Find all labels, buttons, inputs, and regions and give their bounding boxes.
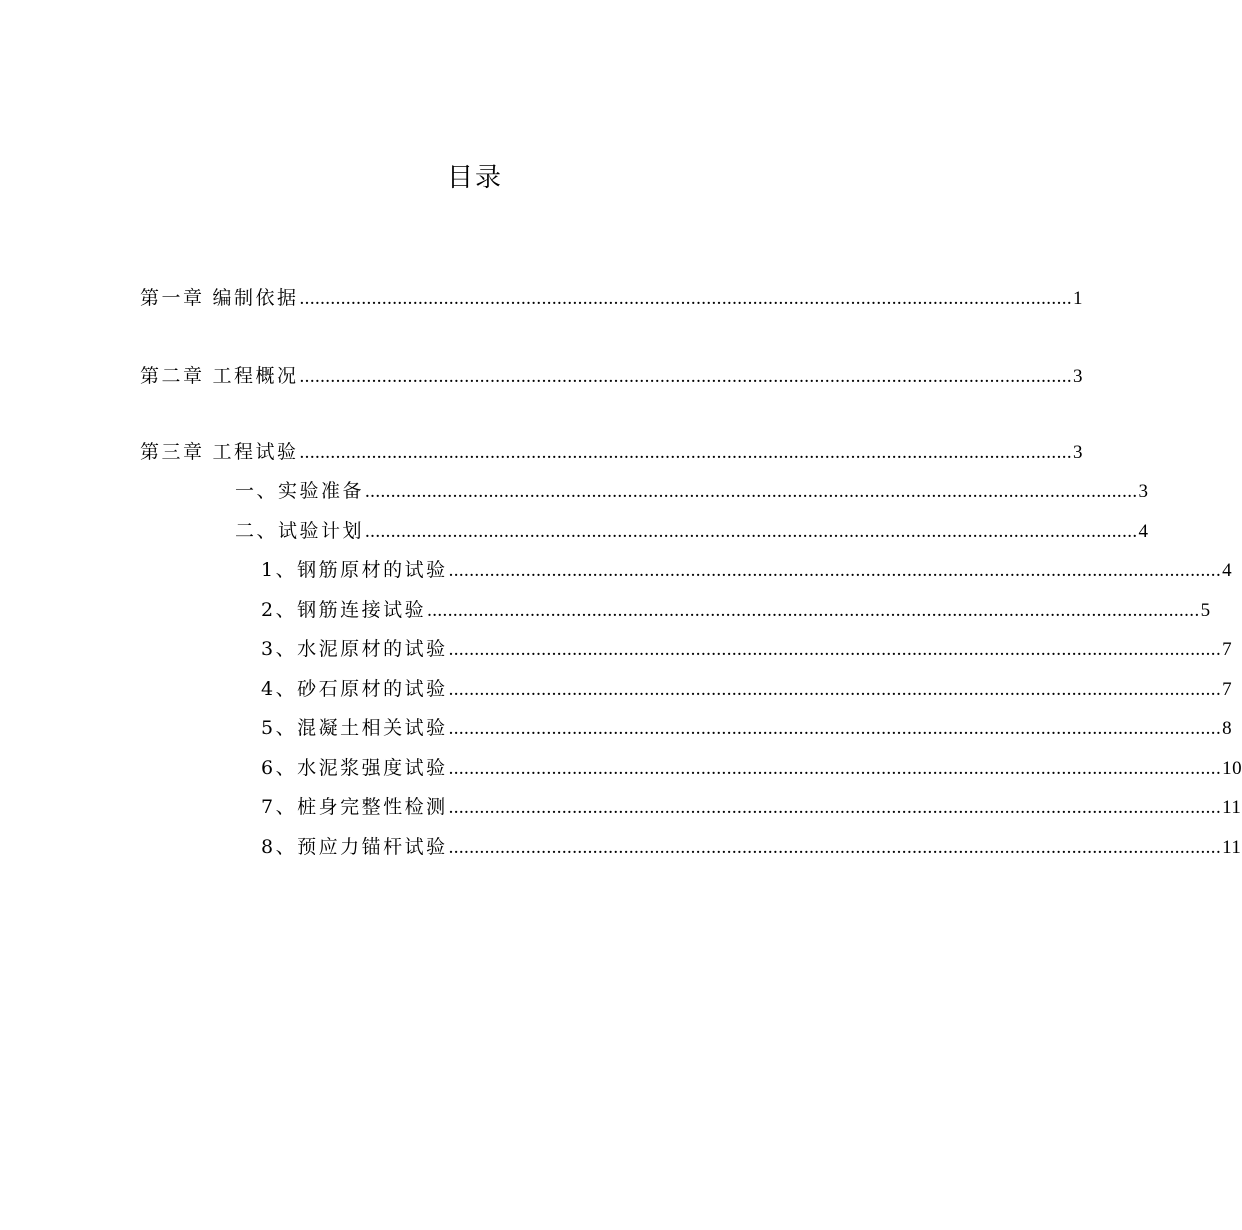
- toc-entry-label: [235, 478, 364, 504]
- toc-entry-text: 砂石原材的试验: [297, 678, 448, 700]
- toc-entry-label: [261, 597, 426, 623]
- toc-entry-text: 预应力锚杆试验: [297, 836, 448, 858]
- toc-dot-leader: ......................................................................................................................................................: [448, 560, 1222, 581]
- toc-page-number: 5: [1200, 600, 1211, 621]
- toc-entry-label: [235, 518, 364, 544]
- toc-entry-text: 工程试验: [212, 441, 299, 463]
- toc-entry-text: 实验准备: [278, 480, 365, 502]
- toc-entry-subsection-4[interactable]: [261, 676, 1233, 703]
- toc-entry-text: 水泥浆强度试验: [297, 757, 448, 779]
- toc-entry-prefix: 二、: [235, 520, 279, 542]
- toc-entry-prefix: 8、: [261, 836, 298, 858]
- toc-entry-subsection-1[interactable]: [261, 557, 1233, 584]
- toc-page-number: 3: [1073, 366, 1084, 387]
- toc-page-number: 4: [1222, 560, 1233, 581]
- toc-dot-leader: ......................................................................................................................................................: [448, 679, 1222, 700]
- toc-entry-subsection-6[interactable]: [261, 755, 1242, 782]
- toc-dot-leader: ......................................................................................................................................................: [448, 837, 1222, 858]
- toc-entry-prefix: 第一章: [140, 287, 205, 309]
- toc-entry-prefix: 6、: [261, 757, 298, 779]
- toc-entry-label: [261, 755, 448, 781]
- toc-entry-label: [140, 439, 299, 465]
- toc-entry-section-1[interactable]: [235, 478, 1149, 505]
- toc-dot-leader: ......................................................................................................................................................: [448, 639, 1222, 660]
- toc-dot-leader: ......................................................................................................................................................: [448, 797, 1222, 818]
- toc-entry-chapter-2[interactable]: [140, 363, 1084, 390]
- toc-entry-text: 编制依据: [212, 287, 299, 309]
- toc-entry-chapter-1[interactable]: [140, 285, 1084, 312]
- toc-page-number: 11: [1222, 797, 1242, 818]
- toc-entry-label: [261, 676, 448, 702]
- toc-entry-label: [261, 636, 448, 662]
- toc-entry-section-2[interactable]: [235, 518, 1149, 545]
- toc-entry-text: 工程概况: [212, 365, 299, 387]
- toc-entry-label: [140, 285, 299, 311]
- toc-entry-prefix: 一、: [235, 480, 279, 502]
- toc-entry-prefix: 第二章: [140, 365, 205, 387]
- toc-entry-label: [140, 363, 299, 389]
- toc-dot-leader: ......................................................................................................................................................: [448, 718, 1222, 739]
- toc-entry-text: 桩身完整性检测: [297, 796, 448, 818]
- toc-entry-label: [261, 794, 448, 820]
- toc-dot-leader: ......................................................................................................................................................: [299, 288, 1073, 309]
- toc-entry-subsection-7[interactable]: [261, 794, 1242, 821]
- toc-entry-prefix: 第三章: [140, 441, 205, 463]
- toc-entry-text: 试验计划: [278, 520, 365, 542]
- toc-entry-prefix: 4、: [261, 678, 298, 700]
- toc-entry-text: 混凝土相关试验: [297, 717, 448, 739]
- toc-page-number: 7: [1222, 679, 1233, 700]
- toc-entry-prefix: 2、: [261, 599, 298, 621]
- toc-dot-leader: ......................................................................................................................................................: [299, 442, 1073, 463]
- toc-page-number: 3: [1073, 442, 1084, 463]
- toc-entry-subsection-3[interactable]: [261, 636, 1233, 663]
- toc-dot-leader: ......................................................................................................................................................: [427, 600, 1200, 621]
- toc-entry-prefix: 5、: [261, 717, 298, 739]
- toc-page-number: 1: [1073, 288, 1084, 309]
- toc-entry-subsection-8[interactable]: [261, 834, 1242, 861]
- toc-page-number: 11: [1222, 837, 1242, 858]
- toc-title: 目录: [446, 163, 503, 193]
- toc-entry-prefix: 7、: [261, 796, 298, 818]
- toc-page-number: 7: [1222, 639, 1233, 660]
- toc-entry-label: [261, 715, 448, 741]
- toc-entry-label: [261, 557, 448, 583]
- toc-entry-label: [261, 834, 448, 860]
- toc-entry-subsection-2[interactable]: [261, 597, 1211, 624]
- toc-dot-leader: ......................................................................................................................................................: [365, 521, 1138, 542]
- toc-entry-chapter-3[interactable]: [140, 439, 1084, 466]
- toc-page-number: 10: [1222, 758, 1242, 779]
- toc-entry-text: 钢筋原材的试验: [297, 559, 448, 581]
- toc-dot-leader: ......................................................................................................................................................: [365, 481, 1138, 502]
- toc-dot-leader: ......................................................................................................................................................: [299, 366, 1073, 387]
- toc-page-number: 8: [1222, 718, 1233, 739]
- toc-entry-prefix: 1、: [261, 559, 298, 581]
- toc-entry-text: 水泥原材的试验: [297, 638, 448, 660]
- toc-page-number: 4: [1138, 521, 1149, 542]
- toc-entry-prefix: 3、: [261, 638, 298, 660]
- toc-entry-text: 钢筋连接试验: [297, 599, 427, 621]
- toc-entry-subsection-5[interactable]: [261, 715, 1233, 742]
- toc-dot-leader: ......................................................................................................................................................: [448, 758, 1222, 779]
- toc-page-number: 3: [1138, 481, 1149, 502]
